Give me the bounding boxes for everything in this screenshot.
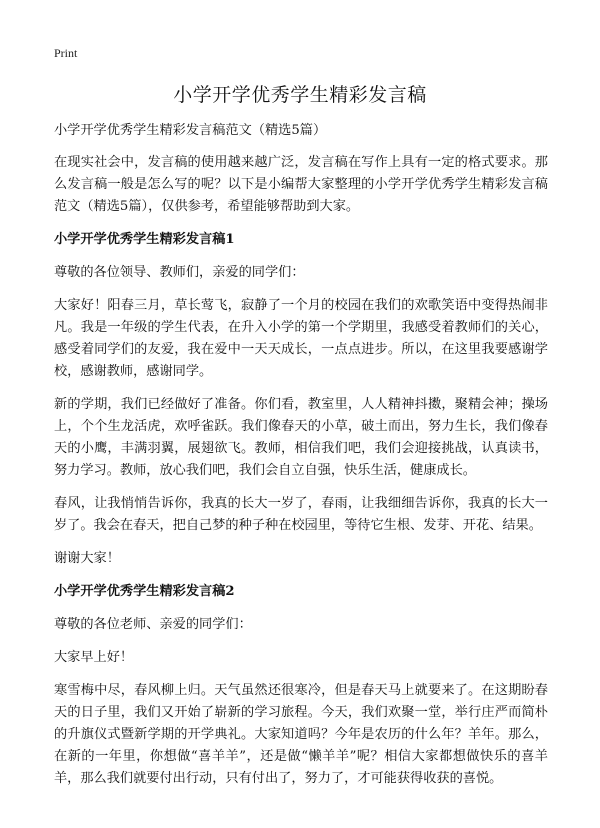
intro-paragraph: 在现实社会中，发言稿的使用越来越广泛，发言稿在写作上具有一定的格式要求。那么发言稿一般是怎么写的呢？以下是小编帮大家整理的小学开学优秀学生精彩发言稿范文（精选5篇），仅供参考，希望能够帮助到大家。 [54, 155, 548, 214]
body-paragraph: 大家好！阳春三月，草长莺飞，寂静了一个月的校园在我们的欢歌笑语中变得热闹非凡。我是一年级的学生代表，在升入小学的第一个学期里，我感受着教师们的关心，感受着同学们的友爱，我在爱中一天天成长，一点点进步。所以，在这里我要感谢学校，感谢教师，感谢同学。 [54, 298, 548, 379]
document-title: 小学开学优秀学生精彩发言稿 [173, 84, 427, 106]
greeting-paragraph: 尊敬的各位领导、教师们，亲爱的同学们： [54, 265, 305, 280]
section-1 [54, 229, 548, 570]
document-subtitle: 小学开学优秀学生精彩发言稿范文（精选5篇） [54, 123, 327, 138]
greeting-paragraph: 尊敬的各位老师、亲爱的同学们： [54, 617, 252, 632]
greeting-paragraph: 大家早上好！ [54, 650, 134, 665]
section-heading: 小学开学优秀学生精彩发言稿1 [54, 232, 235, 247]
section-heading: 小学开学优秀学生精彩发言稿2 [54, 584, 235, 599]
document-body [54, 120, 548, 801]
body-paragraph: 寒雪梅中尽，春风柳上归。天气虽然还很寒冷，但是春天马上就要来了。在这期盼春天的日子里，我们又开始了崭新的学习旅程。今天，我们欢聚一堂，举行庄严而简朴的升旗仪式暨新学期的开学典礼。大家知道吗？今年是农历的什么年？羊年。那么，在新的一年里，你想做“喜羊羊”，还是做“懒羊羊”呢？相信大家都想做快乐的喜羊羊，那么我们就要付出行动，只有付出了，努力了，才可能获得收获的喜悦。 [54, 683, 548, 786]
section-2 [54, 581, 548, 790]
body-paragraph: 新的学期，我们已经做好了准备。你们看，教室里，人人精神抖擞，聚精会神；操场上，个个生龙活虎，欢呼雀跃。我们像春天的小草，破土而出，努力生长，我们像春天的小鹰，丰满羽翼，展翅欲飞。教师，相信我们吧，我们会迎接挑战，认真读书，努力学习。教师，放心我们吧，我们会自立自强，快乐生活，健康成长。 [54, 397, 548, 478]
closing-paragraph: 谢谢大家！ [54, 551, 120, 566]
print-link[interactable]: Print [54, 46, 78, 60]
body-paragraph: 春风，让我悄悄告诉你，我真的长大一岁了，春雨，让我细细告诉你，我真的长大一岁了。我会在春天，把自己梦的种子种在校园里，等待它生根、发芽、开花、结果。 [54, 496, 548, 533]
